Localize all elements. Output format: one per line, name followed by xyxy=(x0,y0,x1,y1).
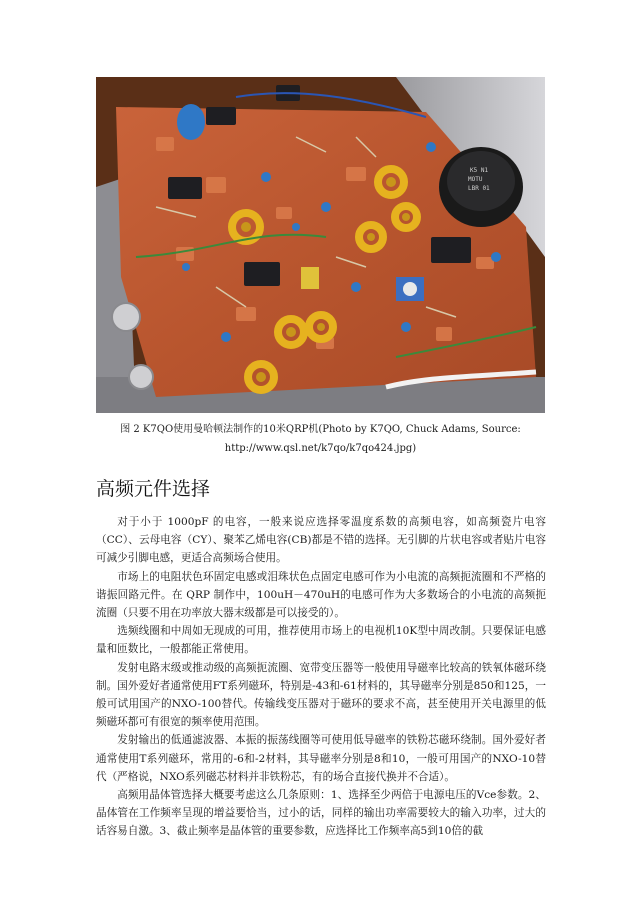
figure-caption-text: 图 2 K7QO使用曼哈顿法制作的10米QRP机(Photo by K7QO, Chuck Adams, Source: xyxy=(120,424,521,435)
pot-marking-line-3: LBR 01 xyxy=(468,185,490,192)
pot-marking-line-1: K5 N1 xyxy=(470,167,489,174)
paragraph-capacitors: 对于小于 1000pF 的电容，一般来说应选择零温度系数的高频电容，如高频瓷片电容（CC）、云母电容（CY）、聚苯乙烯电容(CB)都是不错的选择。无引脚的片状电容或者贴片电容可减少引脚电感，更适合高频场合使用。 xyxy=(96,516,546,565)
circuit-board-photo xyxy=(96,77,545,413)
figure-source-url: http://www.qsl.net/k7qo/k7qo424.jpg) xyxy=(224,443,417,454)
pot-marking-line-2: MOTU xyxy=(468,176,483,183)
paragraph-inductors: 市场上的电阻状色环固定电感或泪珠状色点固定电感可作为小电流的高频扼流圈和不严格的谐振回路元件。在 QRP 制作中，100uH－470uH的电感可作为大多数场合的小电流的高频扼流圈（只要不用在功率放大器末级都是可以接受的）。 xyxy=(96,570,546,620)
article-body xyxy=(96,513,546,841)
figure-caption xyxy=(96,420,545,458)
potentiometer-knob xyxy=(439,147,523,227)
paragraph-iron-powder-cores: 发射输出的低通滤波器、本振的振荡线圈等可使用低导磁率的铁粉芯磁环绕制。国外爱好者通常使用T系列磁环，常用的-6和-2材料，其导磁率分别是8和10，一般可用国产的NXO-10替代（严格说，NXO系列磁芯材料并非铁粉芯，有的场合直接代换并不合适）。 xyxy=(96,734,546,783)
paragraph-transistors: 高频用晶体管选择大概要考虑这么几条原则：1、选择至少两倍于电源电压的Vce参数。2、晶体管在工作频率呈现的增益要恰当，过小的话，同样的输出功率需要较大的输入功率，过大的话容易自激。3、截止频率是晶体管的重要参数，应选择比工作频率高5到10倍的截 xyxy=(96,789,546,838)
paragraph-coils: 选频线圈和中周如无现成的可用，推荐使用市场上的电视机10K型中周改制。只要保证电感量和匝数比，一般都能正常使用。 xyxy=(96,625,546,656)
section-title: 高频元件选择 xyxy=(96,478,211,500)
paragraph-ferrite-cores: 发射电路末级或推动级的高频扼流圈、宽带变压器等一般使用导磁率比较高的铁氧体磁环绕制。国外爱好者通常使用FT系列磁环，特别是-43和-61材料的，其导磁率分别是850和125，一般可试用国产的NXO-100替代。传输线变压器对于磁环的要求不高，甚至使用开关电源里的低频磁环都可有很宽的频率使用范围。 xyxy=(96,661,546,729)
